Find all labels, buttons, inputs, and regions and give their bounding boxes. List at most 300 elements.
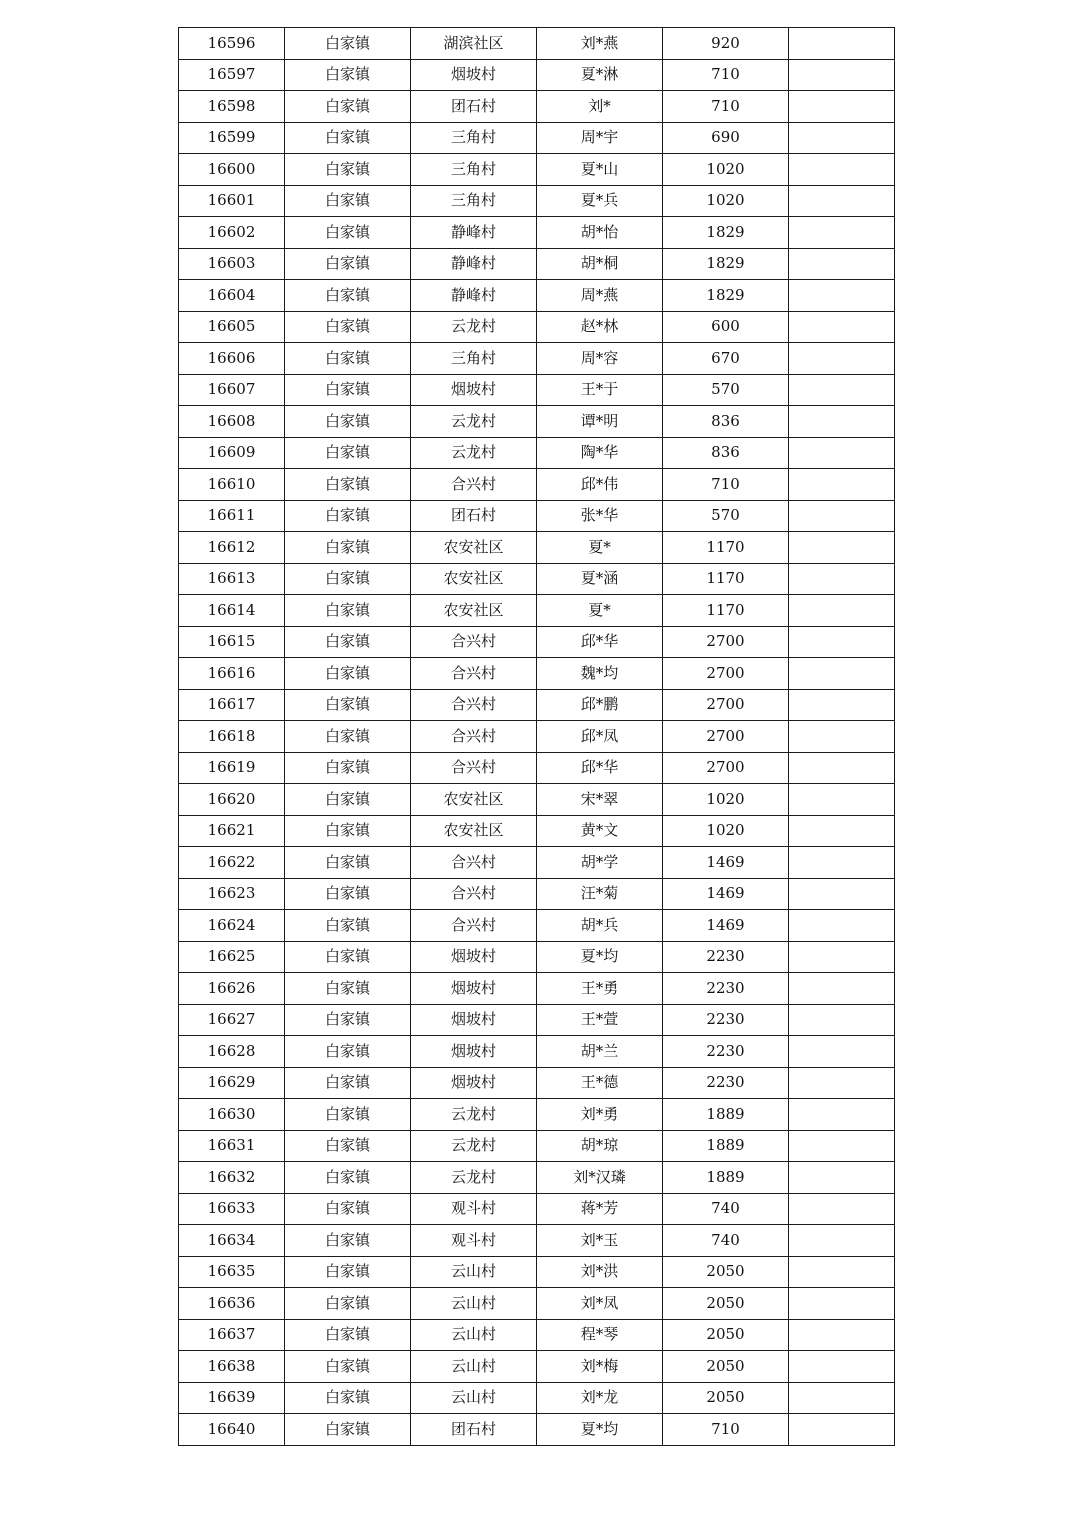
town-cell: 白家镇 xyxy=(285,784,411,816)
table-row xyxy=(179,752,895,784)
table-row xyxy=(179,280,895,312)
serial-number-cell: 16606 xyxy=(179,343,285,375)
name-cell: 夏* xyxy=(537,532,663,564)
name-cell: 刘*梅 xyxy=(537,1351,663,1383)
remark-cell xyxy=(789,217,895,249)
town-cell: 白家镇 xyxy=(285,1351,411,1383)
table-row xyxy=(179,563,895,595)
serial-number-cell: 16638 xyxy=(179,1351,285,1383)
town-cell: 白家镇 xyxy=(285,28,411,60)
remark-cell xyxy=(789,280,895,312)
serial-number-cell: 16596 xyxy=(179,28,285,60)
amount-cell: 1829 xyxy=(663,248,789,280)
town-cell: 白家镇 xyxy=(285,1193,411,1225)
remark-cell xyxy=(789,185,895,217)
serial-number-cell: 16640 xyxy=(179,1414,285,1446)
name-cell: 邱*华 xyxy=(537,626,663,658)
village-cell: 云龙村 xyxy=(411,437,537,469)
amount-cell: 710 xyxy=(663,1414,789,1446)
village-cell: 云龙村 xyxy=(411,1099,537,1131)
table-row xyxy=(179,122,895,154)
town-cell: 白家镇 xyxy=(285,563,411,595)
remark-cell xyxy=(789,1256,895,1288)
town-cell: 白家镇 xyxy=(285,311,411,343)
serial-number-cell: 16628 xyxy=(179,1036,285,1068)
name-cell: 蒋*芳 xyxy=(537,1193,663,1225)
amount-cell: 740 xyxy=(663,1225,789,1257)
serial-number-cell: 16633 xyxy=(179,1193,285,1225)
serial-number-cell: 16601 xyxy=(179,185,285,217)
town-cell: 白家镇 xyxy=(285,1130,411,1162)
remark-cell xyxy=(789,248,895,280)
amount-cell: 1020 xyxy=(663,784,789,816)
remark-cell xyxy=(789,1319,895,1351)
serial-number-cell: 16621 xyxy=(179,815,285,847)
town-cell: 白家镇 xyxy=(285,1067,411,1099)
amount-cell: 670 xyxy=(663,343,789,375)
serial-number-cell: 16627 xyxy=(179,1004,285,1036)
remark-cell xyxy=(789,1162,895,1194)
table-row xyxy=(179,1256,895,1288)
town-cell: 白家镇 xyxy=(285,1036,411,1068)
name-cell: 王*萱 xyxy=(537,1004,663,1036)
name-cell: 王*德 xyxy=(537,1067,663,1099)
amount-cell: 2700 xyxy=(663,752,789,784)
serial-number-cell: 16603 xyxy=(179,248,285,280)
amount-cell: 2230 xyxy=(663,941,789,973)
table-row xyxy=(179,973,895,1005)
remark-cell xyxy=(789,595,895,627)
village-cell: 云山村 xyxy=(411,1288,537,1320)
name-cell: 夏*兵 xyxy=(537,185,663,217)
table-row xyxy=(179,595,895,627)
amount-cell: 1170 xyxy=(663,532,789,564)
table-row xyxy=(179,500,895,532)
town-cell: 白家镇 xyxy=(285,154,411,186)
village-cell: 三角村 xyxy=(411,154,537,186)
table-row xyxy=(179,1288,895,1320)
serial-number-cell: 16634 xyxy=(179,1225,285,1257)
table-row xyxy=(179,847,895,879)
amount-cell: 600 xyxy=(663,311,789,343)
table-row xyxy=(179,878,895,910)
serial-number-cell: 16636 xyxy=(179,1288,285,1320)
remark-cell xyxy=(789,910,895,942)
town-cell: 白家镇 xyxy=(285,217,411,249)
name-cell: 刘*玉 xyxy=(537,1225,663,1257)
amount-cell: 570 xyxy=(663,374,789,406)
village-cell: 农安社区 xyxy=(411,595,537,627)
town-cell: 白家镇 xyxy=(285,815,411,847)
table-row xyxy=(179,1099,895,1131)
serial-number-cell: 16614 xyxy=(179,595,285,627)
remark-cell xyxy=(789,815,895,847)
amount-cell: 740 xyxy=(663,1193,789,1225)
town-cell: 白家镇 xyxy=(285,91,411,123)
town-cell: 白家镇 xyxy=(285,280,411,312)
village-cell: 云山村 xyxy=(411,1256,537,1288)
serial-number-cell: 16598 xyxy=(179,91,285,123)
amount-cell: 2050 xyxy=(663,1256,789,1288)
remark-cell xyxy=(789,721,895,753)
amount-cell: 836 xyxy=(663,406,789,438)
amount-cell: 1889 xyxy=(663,1130,789,1162)
name-cell: 胡*学 xyxy=(537,847,663,879)
town-cell: 白家镇 xyxy=(285,374,411,406)
town-cell: 白家镇 xyxy=(285,689,411,721)
town-cell: 白家镇 xyxy=(285,1225,411,1257)
remark-cell xyxy=(789,122,895,154)
amount-cell: 2230 xyxy=(663,1004,789,1036)
table-row xyxy=(179,689,895,721)
village-cell: 云龙村 xyxy=(411,1162,537,1194)
serial-number-cell: 16611 xyxy=(179,500,285,532)
village-cell: 烟坡村 xyxy=(411,1067,537,1099)
serial-number-cell: 16605 xyxy=(179,311,285,343)
name-cell: 谭*明 xyxy=(537,406,663,438)
village-cell: 合兴村 xyxy=(411,910,537,942)
town-cell: 白家镇 xyxy=(285,469,411,501)
village-cell: 静峰村 xyxy=(411,248,537,280)
name-cell: 胡*怡 xyxy=(537,217,663,249)
amount-cell: 690 xyxy=(663,122,789,154)
village-cell: 合兴村 xyxy=(411,847,537,879)
remark-cell xyxy=(789,658,895,690)
remark-cell xyxy=(789,1036,895,1068)
town-cell: 白家镇 xyxy=(285,941,411,973)
serial-number-cell: 16602 xyxy=(179,217,285,249)
remark-cell xyxy=(789,1382,895,1414)
amount-cell: 2050 xyxy=(663,1288,789,1320)
town-cell: 白家镇 xyxy=(285,1162,411,1194)
village-cell: 烟坡村 xyxy=(411,374,537,406)
remark-cell xyxy=(789,1414,895,1446)
name-cell: 夏* xyxy=(537,595,663,627)
table-row xyxy=(179,1036,895,1068)
name-cell: 邱*鹏 xyxy=(537,689,663,721)
remark-cell xyxy=(789,469,895,501)
remark-cell xyxy=(789,1351,895,1383)
town-cell: 白家镇 xyxy=(285,437,411,469)
remark-cell xyxy=(789,154,895,186)
name-cell: 胡*桐 xyxy=(537,248,663,280)
remark-cell xyxy=(789,500,895,532)
serial-number-cell: 16607 xyxy=(179,374,285,406)
town-cell: 白家镇 xyxy=(285,595,411,627)
table-row xyxy=(179,1319,895,1351)
remark-cell xyxy=(789,1130,895,1162)
village-cell: 云龙村 xyxy=(411,311,537,343)
data-table xyxy=(178,27,895,1446)
amount-cell: 2700 xyxy=(663,689,789,721)
serial-number-cell: 16597 xyxy=(179,59,285,91)
serial-number-cell: 16604 xyxy=(179,280,285,312)
town-cell: 白家镇 xyxy=(285,248,411,280)
name-cell: 刘* xyxy=(537,91,663,123)
serial-number-cell: 16632 xyxy=(179,1162,285,1194)
remark-cell xyxy=(789,563,895,595)
table-row xyxy=(179,941,895,973)
village-cell: 云山村 xyxy=(411,1382,537,1414)
amount-cell: 710 xyxy=(663,59,789,91)
town-cell: 白家镇 xyxy=(285,59,411,91)
town-cell: 白家镇 xyxy=(285,122,411,154)
town-cell: 白家镇 xyxy=(285,1414,411,1446)
town-cell: 白家镇 xyxy=(285,185,411,217)
serial-number-cell: 16600 xyxy=(179,154,285,186)
town-cell: 白家镇 xyxy=(285,626,411,658)
remark-cell xyxy=(789,626,895,658)
village-cell: 农安社区 xyxy=(411,784,537,816)
name-cell: 黄*文 xyxy=(537,815,663,847)
table-row xyxy=(179,28,895,60)
village-cell: 团石村 xyxy=(411,1414,537,1446)
village-cell: 云龙村 xyxy=(411,406,537,438)
amount-cell: 1469 xyxy=(663,878,789,910)
village-cell: 三角村 xyxy=(411,185,537,217)
serial-number-cell: 16618 xyxy=(179,721,285,753)
table-row xyxy=(179,1067,895,1099)
table-body xyxy=(179,28,895,1446)
table-row xyxy=(179,469,895,501)
table-row xyxy=(179,406,895,438)
town-cell: 白家镇 xyxy=(285,1288,411,1320)
village-cell: 农安社区 xyxy=(411,532,537,564)
village-cell: 合兴村 xyxy=(411,878,537,910)
village-cell: 观斗村 xyxy=(411,1225,537,1257)
name-cell: 邱*华 xyxy=(537,752,663,784)
serial-number-cell: 16639 xyxy=(179,1382,285,1414)
remark-cell xyxy=(789,374,895,406)
name-cell: 胡*兰 xyxy=(537,1036,663,1068)
village-cell: 合兴村 xyxy=(411,469,537,501)
name-cell: 张*华 xyxy=(537,500,663,532)
table-row xyxy=(179,910,895,942)
town-cell: 白家镇 xyxy=(285,532,411,564)
town-cell: 白家镇 xyxy=(285,658,411,690)
serial-number-cell: 16613 xyxy=(179,563,285,595)
serial-number-cell: 16610 xyxy=(179,469,285,501)
table-row xyxy=(179,154,895,186)
remark-cell xyxy=(789,1193,895,1225)
serial-number-cell: 16630 xyxy=(179,1099,285,1131)
village-cell: 三角村 xyxy=(411,343,537,375)
serial-number-cell: 16620 xyxy=(179,784,285,816)
village-cell: 静峰村 xyxy=(411,280,537,312)
serial-number-cell: 16625 xyxy=(179,941,285,973)
table-row xyxy=(179,343,895,375)
name-cell: 刘*凤 xyxy=(537,1288,663,1320)
remark-cell xyxy=(789,878,895,910)
amount-cell: 1829 xyxy=(663,280,789,312)
town-cell: 白家镇 xyxy=(285,847,411,879)
serial-number-cell: 16617 xyxy=(179,689,285,721)
remark-cell xyxy=(789,847,895,879)
amount-cell: 1170 xyxy=(663,563,789,595)
remark-cell xyxy=(789,91,895,123)
table-row xyxy=(179,1225,895,1257)
table-row xyxy=(179,721,895,753)
town-cell: 白家镇 xyxy=(285,500,411,532)
table-row xyxy=(179,217,895,249)
name-cell: 邱*凤 xyxy=(537,721,663,753)
village-cell: 团石村 xyxy=(411,91,537,123)
remark-cell xyxy=(789,941,895,973)
town-cell: 白家镇 xyxy=(285,973,411,1005)
amount-cell: 2050 xyxy=(663,1319,789,1351)
name-cell: 王*勇 xyxy=(537,973,663,1005)
table-row xyxy=(179,59,895,91)
remark-cell xyxy=(789,1288,895,1320)
name-cell: 夏*均 xyxy=(537,941,663,973)
amount-cell: 710 xyxy=(663,91,789,123)
amount-cell: 570 xyxy=(663,500,789,532)
name-cell: 刘*燕 xyxy=(537,28,663,60)
village-cell: 团石村 xyxy=(411,500,537,532)
remark-cell xyxy=(789,311,895,343)
village-cell: 合兴村 xyxy=(411,752,537,784)
remark-cell xyxy=(789,784,895,816)
town-cell: 白家镇 xyxy=(285,878,411,910)
village-cell: 云龙村 xyxy=(411,1130,537,1162)
village-cell: 烟坡村 xyxy=(411,1036,537,1068)
remark-cell xyxy=(789,1067,895,1099)
town-cell: 白家镇 xyxy=(285,343,411,375)
amount-cell: 2230 xyxy=(663,1067,789,1099)
village-cell: 烟坡村 xyxy=(411,1004,537,1036)
table-row xyxy=(179,185,895,217)
table-row xyxy=(179,626,895,658)
serial-number-cell: 16608 xyxy=(179,406,285,438)
table-row xyxy=(179,1130,895,1162)
table-row xyxy=(179,815,895,847)
amount-cell: 920 xyxy=(663,28,789,60)
table-row xyxy=(179,1382,895,1414)
table-row xyxy=(179,437,895,469)
serial-number-cell: 16619 xyxy=(179,752,285,784)
name-cell: 刘*洪 xyxy=(537,1256,663,1288)
amount-cell: 2700 xyxy=(663,658,789,690)
remark-cell xyxy=(789,28,895,60)
name-cell: 夏*涵 xyxy=(537,563,663,595)
name-cell: 周*燕 xyxy=(537,280,663,312)
village-cell: 云山村 xyxy=(411,1351,537,1383)
serial-number-cell: 16631 xyxy=(179,1130,285,1162)
amount-cell: 710 xyxy=(663,469,789,501)
town-cell: 白家镇 xyxy=(285,1382,411,1414)
town-cell: 白家镇 xyxy=(285,910,411,942)
serial-number-cell: 16615 xyxy=(179,626,285,658)
remark-cell xyxy=(789,752,895,784)
name-cell: 程*琴 xyxy=(537,1319,663,1351)
amount-cell: 1889 xyxy=(663,1099,789,1131)
amount-cell: 1889 xyxy=(663,1162,789,1194)
village-cell: 合兴村 xyxy=(411,689,537,721)
serial-number-cell: 16609 xyxy=(179,437,285,469)
table-row xyxy=(179,248,895,280)
amount-cell: 1170 xyxy=(663,595,789,627)
amount-cell: 2700 xyxy=(663,626,789,658)
village-cell: 湖滨社区 xyxy=(411,28,537,60)
serial-number-cell: 16624 xyxy=(179,910,285,942)
serial-number-cell: 16599 xyxy=(179,122,285,154)
remark-cell xyxy=(789,1099,895,1131)
amount-cell: 2230 xyxy=(663,973,789,1005)
table-row xyxy=(179,532,895,564)
amount-cell: 836 xyxy=(663,437,789,469)
amount-cell: 1469 xyxy=(663,847,789,879)
remark-cell xyxy=(789,973,895,1005)
table-row xyxy=(179,1162,895,1194)
table-row xyxy=(179,658,895,690)
table-row xyxy=(179,1004,895,1036)
table-row xyxy=(179,311,895,343)
table-row xyxy=(179,374,895,406)
table-row xyxy=(179,1351,895,1383)
serial-number-cell: 16612 xyxy=(179,532,285,564)
amount-cell: 2700 xyxy=(663,721,789,753)
amount-cell: 2230 xyxy=(663,1036,789,1068)
village-cell: 合兴村 xyxy=(411,721,537,753)
village-cell: 云山村 xyxy=(411,1319,537,1351)
amount-cell: 2050 xyxy=(663,1351,789,1383)
table-row xyxy=(179,1193,895,1225)
name-cell: 周*宇 xyxy=(537,122,663,154)
village-cell: 合兴村 xyxy=(411,658,537,690)
village-cell: 烟坡村 xyxy=(411,973,537,1005)
remark-cell xyxy=(789,689,895,721)
name-cell: 夏*均 xyxy=(537,1414,663,1446)
name-cell: 陶*华 xyxy=(537,437,663,469)
remark-cell xyxy=(789,59,895,91)
name-cell: 宋*翠 xyxy=(537,784,663,816)
amount-cell: 1020 xyxy=(663,154,789,186)
remark-cell xyxy=(789,343,895,375)
name-cell: 刘*勇 xyxy=(537,1099,663,1131)
village-cell: 三角村 xyxy=(411,122,537,154)
remark-cell xyxy=(789,532,895,564)
amount-cell: 1020 xyxy=(663,185,789,217)
name-cell: 王*于 xyxy=(537,374,663,406)
serial-number-cell: 16623 xyxy=(179,878,285,910)
village-cell: 农安社区 xyxy=(411,815,537,847)
name-cell: 胡*兵 xyxy=(537,910,663,942)
village-cell: 烟坡村 xyxy=(411,941,537,973)
amount-cell: 1829 xyxy=(663,217,789,249)
village-cell: 静峰村 xyxy=(411,217,537,249)
serial-number-cell: 16635 xyxy=(179,1256,285,1288)
name-cell: 夏*山 xyxy=(537,154,663,186)
name-cell: 魏*均 xyxy=(537,658,663,690)
table-row xyxy=(179,1414,895,1446)
town-cell: 白家镇 xyxy=(285,1004,411,1036)
serial-number-cell: 16629 xyxy=(179,1067,285,1099)
name-cell: 刘*汉璘 xyxy=(537,1162,663,1194)
table-row xyxy=(179,91,895,123)
village-cell: 烟坡村 xyxy=(411,59,537,91)
name-cell: 周*容 xyxy=(537,343,663,375)
town-cell: 白家镇 xyxy=(285,1256,411,1288)
town-cell: 白家镇 xyxy=(285,406,411,438)
serial-number-cell: 16626 xyxy=(179,973,285,1005)
name-cell: 汪*菊 xyxy=(537,878,663,910)
remark-cell xyxy=(789,437,895,469)
name-cell: 夏*淋 xyxy=(537,59,663,91)
town-cell: 白家镇 xyxy=(285,1099,411,1131)
serial-number-cell: 16622 xyxy=(179,847,285,879)
remark-cell xyxy=(789,1225,895,1257)
serial-number-cell: 16637 xyxy=(179,1319,285,1351)
